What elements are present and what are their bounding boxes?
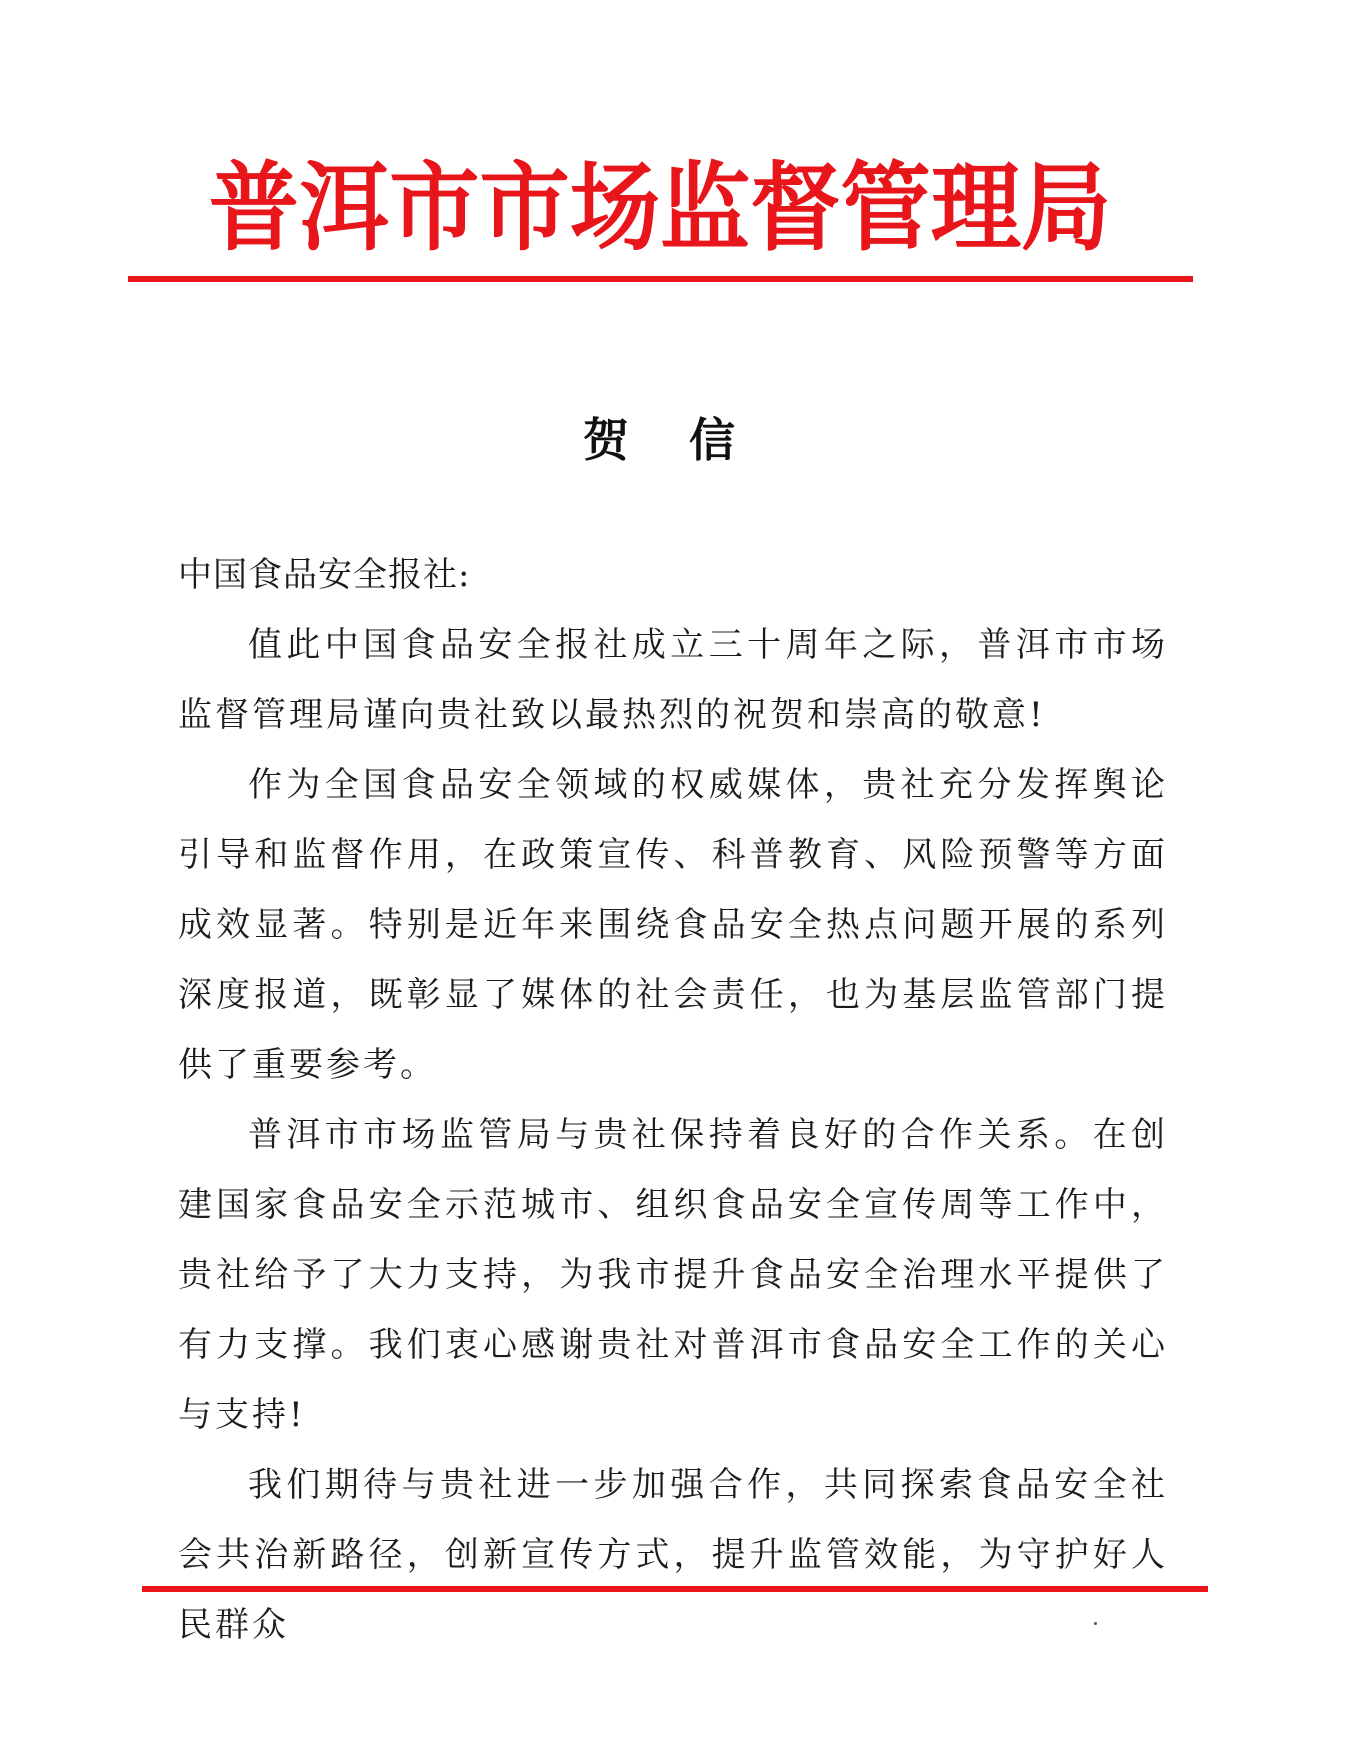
paragraph-4: 我们期待与贵社进一步加强合作，共同探索食品安全社会共治新路径，创新宣传方式，提升监管效能，为守护好人民群众 xyxy=(178,1465,1168,1645)
letterhead-title: 普洱市市场监督管理局 xyxy=(208,151,1112,264)
letterhead xyxy=(0,148,1340,268)
paragraph-3: 普洱市市场监管局与贵社保持着良好的合作关系。在创建国家食品安全示范城市、组织食品安全宣传周等工作中，贵社给予了大力支持，为我市提升食品安全治理水平提供了有力支撑。我们衷心感谢贵社对普洱市食品安全工作的关心与支持! xyxy=(178,1115,1168,1435)
footer-red-rule xyxy=(142,1586,1208,1592)
paragraph-1: 值此中国食品安全报社成立三十周年之际，普洱市市场监督管理局谨向贵社致以最热烈的祝贺和崇高的敬意! xyxy=(178,625,1168,735)
document-title: 贺 信 xyxy=(582,413,757,467)
salutation: 中国食品安全报社: xyxy=(178,555,471,595)
paragraph-2: 作为全国食品安全领域的权威媒体，贵社充分发挥舆论引导和监督作用，在政策宣传、科普教育、风险预警等方面成效显著。特别是近年来围绕食品安全热点问题开展的系列深度报道，既彰显了媒体的社会责任，也为基层监管部门提供了重要参考。 xyxy=(178,765,1168,1085)
letter-body xyxy=(178,540,1168,1660)
letterhead-red-rule xyxy=(128,276,1193,282)
page-mark-dot xyxy=(1094,1622,1097,1625)
